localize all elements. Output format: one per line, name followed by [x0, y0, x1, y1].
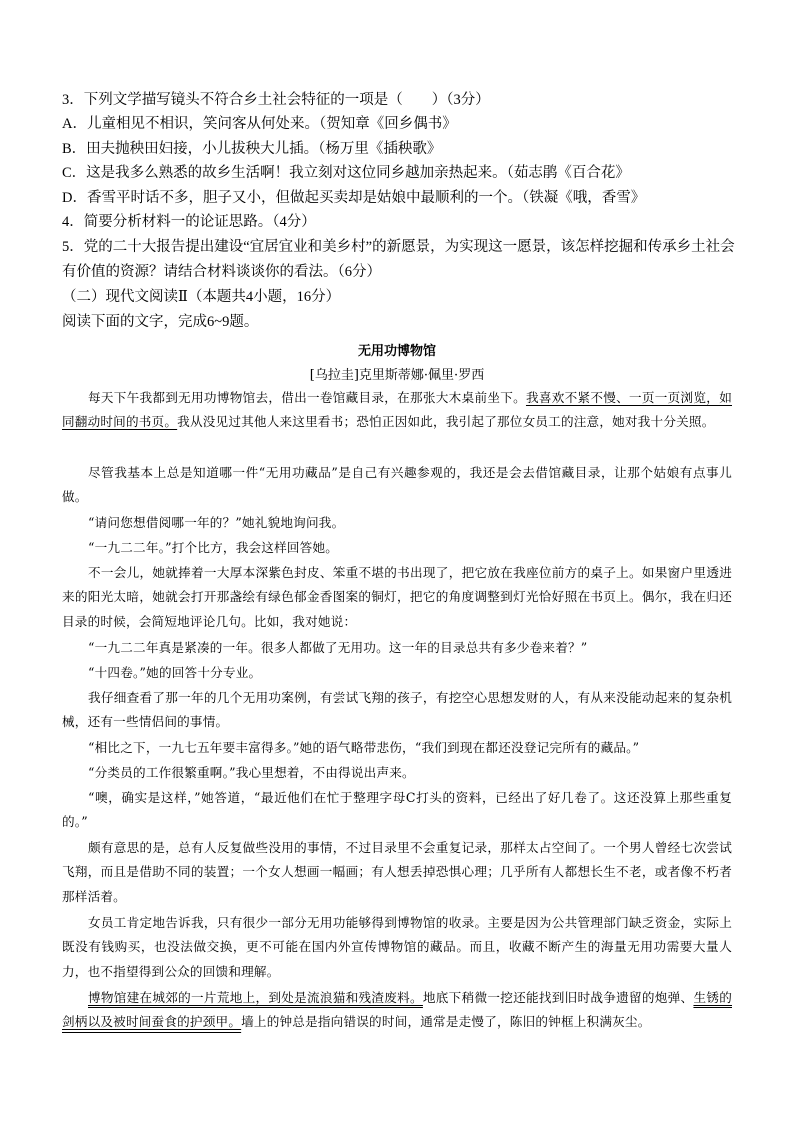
question-5-line-1: 5．党的二十大报告提出建设“宜居宜业和美乡村”的新愿景，为实现这一愿景，该怎样挖掘和传承乡土社会	[62, 239, 735, 255]
article-paragraph-1: 每天下午我都到无用功博物馆去，借出一卷馆藏目录，在那张大木桌前坐下。我喜欢不紧不慢、一页一页浏览，如同翻动时间的书页。我从没见过其他人来这里看书；恐怕正因如此，我引起了那位女员工的注意，她对我十分关照。	[62, 390, 732, 430]
article-paragraph-3: “请问您想借阅哪一年的？”她礼貌地询问我。	[88, 515, 345, 530]
question-3-stem: 3．下列文学描写镜头不符合乡土社会特征的一项是（ ）（3分）	[62, 92, 490, 108]
article-paragraph-8: 我仔细查看了那一年的几个无用功案例，有尝试飞翔的孩子，有挖空心思想发财的人，有从来没能动起来的复杂机械，还有一些情侣间的事情。	[62, 690, 732, 730]
double-underlined-phrase: 博物馆建在城郊的一片荒地上，到处是流浪猫和残渣废料。	[88, 990, 423, 1005]
article-paragraph-5: 不一会儿，她就捧着一大厚本深紫色封皮、笨重不堪的书出现了，把它放在我座位前方的桌子上。如果窗户里透进来的阳光太暗，她就会打开那盏绘有绿色郁金香图案的铜灯，把它的角度调整到灯光恰好照在书页上。偶尔，我在归还目录的时候，会简短地评论几句。比如，我对她说：	[62, 565, 732, 629]
question-5-line-2: 有价值的资源？请结合材料谈谈你的看法。（6分）	[62, 264, 381, 280]
question-3-option-b: B．田夫抛秧田妇接，小儿拔秧大儿插。（杨万里《插秧歌》	[62, 141, 442, 157]
question-3-option-d: D．香雪平时话不多，胆子又小，但做起买卖却是姑娘中最顺利的一个。（铁凝《哦，香雪》	[62, 190, 646, 206]
underlined-sentence: 我喜欢不紧不慢、一页一页浏览，如同翻动时间的书页。	[62, 390, 732, 430]
question-4: 4．简要分析材料一的论证思路。（4分）	[62, 214, 316, 230]
article-paragraph-11: “噢，确实是这样，”她答道，“最近他们在忙于整理字母C打头的资料，已经出了好几卷了。这还没算上那些重复的。”	[62, 790, 732, 830]
reading-instruction: 阅读下面的文字，完成6~9题。	[62, 314, 259, 330]
article-title: 无用功博物馆	[357, 344, 436, 359]
article-paragraph-6: “一九二二年真是紧凑的一年。很多人都做了无用功。这一年的目录总共有多少卷来着？”	[88, 640, 588, 655]
question-3-option-a: A．儿童相见不相识，笑问客从何处来。（贺知章《回乡偶书》	[62, 116, 457, 132]
article-paragraph-2: 尽管我基本上总是知道哪一件“无用功藏品”是自己有兴趣参观的，我还是会去借馆藏目录，让那个姑娘有点事儿做。	[62, 465, 732, 505]
article-paragraph-7: “十四卷。”她的回答十分专业。	[88, 665, 262, 680]
article-paragraph-13: 女员工肯定地告诉我，只有很少一部分无用功能够得到博物馆的收录。主要是因为公共管理部门缺乏资金，实际上既没有钱购买，也没法做交换，更不可能在国内外宣传博物馆的藏品。而且，收藏不断产生的海量无用功需要大量人力，也不指望得到公众的回馈和理解。	[62, 915, 732, 979]
section-2-heading: （二）现代文阅读Ⅱ（本题共4小题，16分）	[62, 289, 341, 305]
article-paragraph-14: 博物馆建在城郊的一片荒地上，到处是流浪猫和残渣废料。地底下稍微一挖还能找到旧时战争遗留的炮弹、生锈的剑柄以及被时间蚕食的护颈甲。墙上的钟总是指向错误的时间，通常是走慢了，陈旧的钟框上积满灰尘。	[62, 990, 732, 1030]
double-underlined-phrase: 生锈的剑柄以及被时间蚕食的护颈甲。	[62, 990, 732, 1030]
article-paragraph-4: “一九二二年。”打个比方，我会这样回答她。	[88, 540, 339, 555]
article-paragraph-12: 颇有意思的是，总有人反复做些没用的事情，不过目录里不会重复记录，那样太占空间了。一个男人曾经七次尝试飞翔，而且是借助不同的装置；一个女人想画一幅画；有人想丢掉恐惧心理；几乎所有人都想长生不老，或者像不朽者那样活着。	[62, 840, 732, 904]
article-author: [乌拉圭]克里斯蒂娜·佩里·罗西	[309, 368, 485, 383]
article-paragraph-10: “分类员的工作很繁重啊。”我心里想着，不由得说出声来。	[88, 765, 415, 780]
article-paragraph-9: “相比之下，一九七五年要丰富得多。”她的语气略带悲伤，“我们到现在都还没登记完所有的藏品。”	[88, 740, 640, 755]
question-3-option-c: C．这是我多么熟悉的故乡生活啊！我立刻对这位同乡越加亲热起来。（茹志鹃《百合花》	[62, 165, 630, 181]
